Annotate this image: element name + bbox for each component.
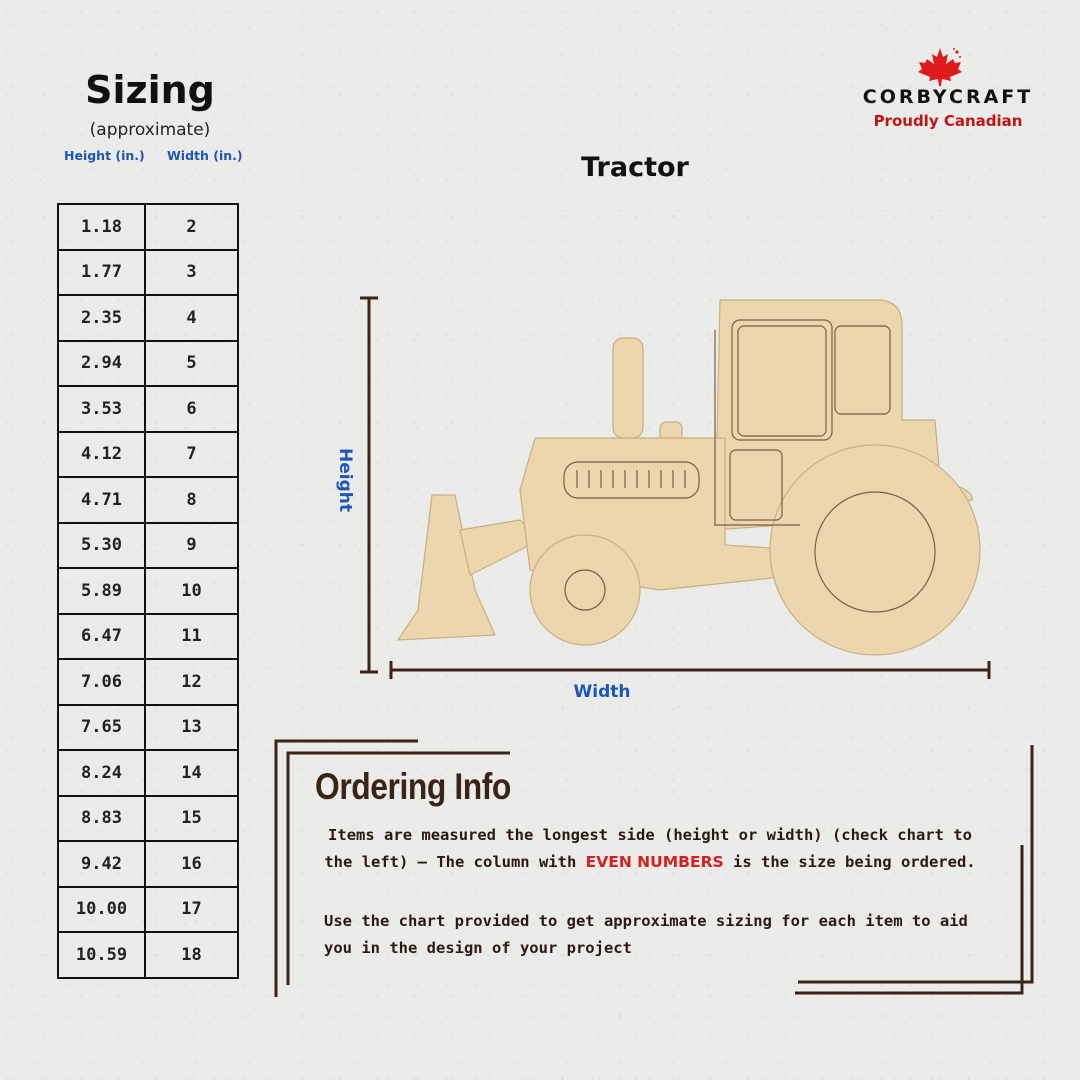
width-column-header: Width (in.) <box>167 148 243 163</box>
height-cell: 7.65 <box>58 705 145 751</box>
height-cell: 2.35 <box>58 295 145 341</box>
sizing-table-row <box>58 841 238 887</box>
sizing-table-row <box>58 932 238 978</box>
height-cell: 1.18 <box>58 204 145 250</box>
width-cell: 9 <box>145 523 238 569</box>
brand-name: CORBYCRAFT <box>862 86 1034 108</box>
sizing-table-row <box>58 796 238 842</box>
height-column-header: Height (in.) <box>64 148 145 163</box>
width-cell: 7 <box>145 432 238 478</box>
width-cell: 10 <box>145 568 238 614</box>
width-cell: 16 <box>145 841 238 887</box>
height-cell: 2.94 <box>58 341 145 387</box>
width-cell: 5 <box>145 341 238 387</box>
width-cell: 15 <box>145 796 238 842</box>
width-cell: 12 <box>145 659 238 705</box>
sizing-table-row <box>58 614 238 660</box>
sizing-title: Sizing <box>85 68 215 112</box>
width-cell: 13 <box>145 705 238 751</box>
product-title: Tractor <box>581 152 689 183</box>
sizing-table-row <box>58 295 238 341</box>
width-cell: 8 <box>145 477 238 523</box>
ordering-text-part: is the size being ordered. <box>723 853 976 871</box>
ordering-info-paragraph-2: Use the chart provided to get approximate sizing for each item to aid you in the design of your project <box>324 912 968 957</box>
sizing-table-row <box>58 568 238 614</box>
height-cell: 3.53 <box>58 386 145 432</box>
width-cell: 11 <box>145 614 238 660</box>
ordering-text-part: Items are measured the longest side (height or width) (check chart to the left) – The column with <box>324 826 972 871</box>
height-cell: 9.42 <box>58 841 145 887</box>
height-dimension-label: Height <box>335 448 355 512</box>
sizing-table-row <box>58 659 238 705</box>
ordering-info-paragraph-1 <box>318 822 982 876</box>
width-dimension-label: Width <box>573 682 631 702</box>
height-cell: 7.06 <box>58 659 145 705</box>
sizing-table-row <box>58 341 238 387</box>
sizing-table-row <box>58 204 238 250</box>
height-cell: 8.24 <box>58 750 145 796</box>
height-cell: 5.89 <box>58 568 145 614</box>
width-cell: 4 <box>145 295 238 341</box>
sizing-table-row <box>58 250 238 296</box>
height-cell: 1.77 <box>58 250 145 296</box>
sizing-table-row <box>58 477 238 523</box>
sizing-table-row <box>58 432 238 478</box>
sizing-table <box>57 203 239 979</box>
sizing-subtitle: (approximate) <box>89 120 211 140</box>
ordering-info-title: Ordering Info <box>315 766 511 807</box>
height-cell: 8.83 <box>58 796 145 842</box>
height-cell: 10.00 <box>58 887 145 933</box>
maple-leaf-icon <box>916 46 964 86</box>
tractor-cutout-image <box>380 290 990 670</box>
height-cell: 4.12 <box>58 432 145 478</box>
sizing-table-row <box>58 386 238 432</box>
sizing-table-row <box>58 887 238 933</box>
width-cell: 18 <box>145 932 238 978</box>
sizing-table-row <box>58 750 238 796</box>
height-cell: 4.71 <box>58 477 145 523</box>
even-numbers-emphasis: EVEN NUMBERS <box>585 853 724 871</box>
height-cell: 6.47 <box>58 614 145 660</box>
width-cell: 3 <box>145 250 238 296</box>
height-cell: 10.59 <box>58 932 145 978</box>
width-cell: 6 <box>145 386 238 432</box>
brand-tagline: Proudly Canadian <box>873 112 1023 130</box>
width-cell: 17 <box>145 887 238 933</box>
sizing-table-row <box>58 523 238 569</box>
sizing-table-row <box>58 705 238 751</box>
width-cell: 2 <box>145 204 238 250</box>
height-cell: 5.30 <box>58 523 145 569</box>
width-cell: 14 <box>145 750 238 796</box>
